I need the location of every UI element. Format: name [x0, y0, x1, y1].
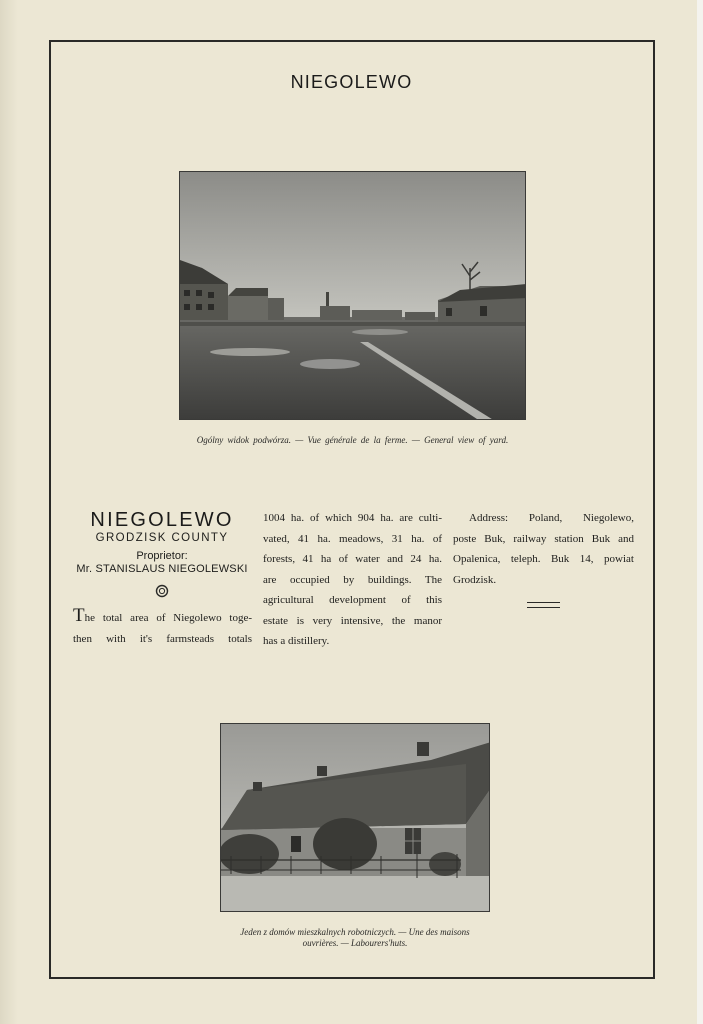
dropcap: T	[73, 605, 85, 626]
double-rule-divider	[527, 602, 560, 608]
house-photo-caption	[200, 927, 510, 949]
area-line: vated, 41 ha. meadows, 31 ha. of	[263, 532, 442, 545]
address-paragraph	[453, 508, 634, 590]
address-line: poste Buk, railway station Buk and	[453, 532, 634, 545]
area-line: forests, 41 ha of water and 24 ha.	[263, 553, 442, 565]
area-line: are occupied by buildings. The	[263, 573, 442, 586]
house-caption-line-1: Jeden z domów mieszkalnych robotniczych. — Une des maisons	[240, 927, 470, 937]
proprietor-name: Mr. STANISLAUS NIEGOLEWSKI	[76, 563, 248, 575]
estate-county: GRODZISK COUNTY	[95, 532, 229, 544]
area-paragraph	[263, 508, 442, 652]
house-photo	[220, 723, 490, 912]
address-line: Grodzisk.	[453, 573, 497, 586]
house-caption-line-2: ouvrières. — Labourers'huts.	[302, 938, 408, 948]
area-line: estate is very intensive, the manor	[263, 614, 442, 627]
ornament-icon	[154, 583, 170, 599]
paper-edge-right	[697, 0, 703, 1024]
area-line: agricultural development of this	[263, 594, 442, 606]
intro-line-2: then with it's farmsteads totals	[73, 632, 252, 645]
area-line: 1004 ha. of which 904 ha. are culti-	[263, 512, 442, 524]
paper-edge-left	[0, 0, 18, 1024]
area-line: has a distillery.	[263, 635, 330, 647]
estate-name: NIEGOLEWO	[90, 509, 234, 531]
page-title: NIEGOLEWO	[290, 72, 413, 92]
address-line: Address: Poland, Niegolewo,	[469, 512, 634, 524]
estate-header	[70, 508, 254, 604]
proprietor-label: Proprietor:	[136, 550, 188, 562]
yard-photo	[179, 171, 526, 420]
address-line: Opalenica, teleph. Buk 14, powiat	[453, 553, 634, 565]
intro-line-1: he total area of Niegolewo toge-	[84, 612, 252, 624]
yard-photo-caption: Ogólny widok podwórza. — Vue générale de la ferme. — General view of yard.	[196, 435, 509, 445]
intro-paragraph	[73, 605, 252, 649]
